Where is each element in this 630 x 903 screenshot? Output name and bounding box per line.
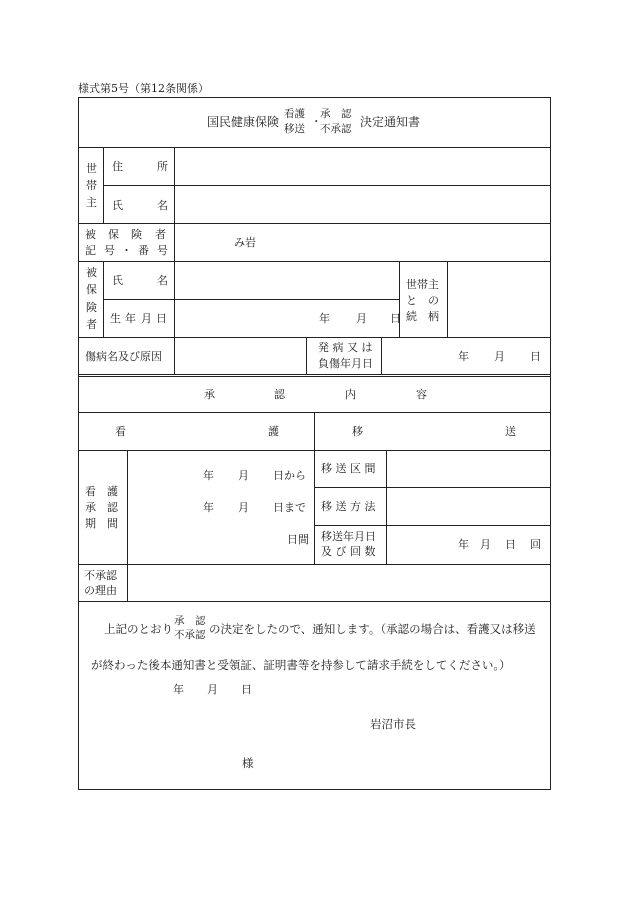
onset-label: 発 病 又 は <box>318 341 373 354</box>
form-text: 保 <box>108 228 119 241</box>
honorific: 様 <box>242 756 254 770</box>
form-text: 険 <box>86 301 97 314</box>
form-text: 内 <box>345 388 356 401</box>
form-text: 月 <box>207 683 218 696</box>
form-text: の理由 <box>84 584 117 597</box>
form-text: 月 <box>238 469 249 482</box>
form-text: 名 <box>157 199 168 212</box>
rule-line <box>386 450 387 564</box>
form-text: 送 <box>505 425 516 438</box>
form-text: 承 認 <box>174 615 206 627</box>
form-text: 年 <box>319 312 330 325</box>
form-text: 者 <box>155 228 166 241</box>
form-text: 国民健康保険 <box>207 115 280 129</box>
form-text: 承 認 <box>85 501 118 514</box>
disapproval-label: 不承認 <box>84 569 117 582</box>
form-text: 号 <box>157 244 168 257</box>
transport-method-label: 移 送 方 法 <box>321 500 376 513</box>
transport-section-label: 移 送 区 間 <box>321 462 376 475</box>
form-text: 承 認 <box>320 108 352 120</box>
form-text: 年 <box>203 469 214 482</box>
form-text: 年 <box>458 538 469 551</box>
form-text: 所 <box>157 160 168 173</box>
insurance-number-field[interactable]: み岩 <box>234 236 256 249</box>
insured-name-label: 氏 <box>112 274 123 287</box>
form-text: 看護 <box>284 108 305 120</box>
rule-line <box>174 337 175 375</box>
form-text: ・ <box>311 116 322 128</box>
form-text: 主 <box>86 196 97 209</box>
rule-line <box>314 412 315 564</box>
form-text: 世 <box>86 162 97 175</box>
rule-line <box>399 261 400 337</box>
form-text: 記 <box>85 244 96 257</box>
form-text: 月 <box>480 538 491 551</box>
rule-line <box>78 337 551 338</box>
rule-line <box>78 450 551 451</box>
form-text: 看 護 <box>85 485 118 498</box>
form-text: 年 <box>203 501 214 514</box>
rule-line <box>306 337 307 375</box>
form-text: 年 <box>458 350 469 363</box>
transport-date-label: 移送年月日 <box>321 530 376 543</box>
form-text: 険 <box>131 228 142 241</box>
form-text: 護 <box>268 425 279 438</box>
form-text: 認 <box>274 388 285 401</box>
form-text: 回 <box>530 538 541 551</box>
form-text: 不承認 <box>174 629 206 641</box>
form-text: が終わった後本通知書と受領証、証明書等を持参して請求手続をしてください。） <box>91 658 511 672</box>
form-text: 看 <box>115 425 126 438</box>
rule-line <box>78 261 551 262</box>
form-text: 号 <box>104 244 115 257</box>
care-period-days[interactable]: 日間 <box>287 533 309 546</box>
form-text: 容 <box>416 388 427 401</box>
form-text: 者 <box>86 318 97 331</box>
form-text: 日 <box>505 538 516 551</box>
form-text: 保 <box>86 283 97 296</box>
form-text: 日まで <box>273 501 306 514</box>
rule-line <box>127 564 128 601</box>
form-text: 移 <box>352 425 363 438</box>
form-text: 被 <box>85 228 96 241</box>
form-text: ・ <box>121 244 132 257</box>
issuer-name: 岩沼市長 <box>370 717 416 731</box>
form-text: 期 間 <box>85 517 118 530</box>
form-text: 年 <box>173 683 184 696</box>
rule-line <box>174 223 175 261</box>
rule-line <box>127 450 128 564</box>
illness-label: 傷病名及び原因 <box>85 350 162 363</box>
form-text: 日 <box>241 683 252 696</box>
name-label: 氏 <box>112 199 123 212</box>
form-text: 月 <box>356 312 367 325</box>
form-text: と の <box>406 294 439 307</box>
form-text: 決定通知書 <box>360 115 421 129</box>
form-text: 上記のとおり <box>104 622 173 636</box>
form-text: 名 <box>157 274 168 287</box>
rule-line <box>103 299 399 300</box>
form-reference: 様式第5号（第12条関係） <box>78 82 209 95</box>
form-text: 承 <box>204 388 215 401</box>
form-text: 月 <box>494 350 505 363</box>
form-text: 月 <box>238 501 249 514</box>
form-text: 日 <box>156 312 167 325</box>
form-text: 帯 <box>86 179 97 192</box>
rule-line <box>78 564 551 565</box>
form-text: 及 び 回 数 <box>321 545 376 558</box>
rule-line <box>314 525 551 526</box>
form-text: 世帯主 <box>406 278 439 291</box>
form-text: 日 <box>390 312 401 325</box>
rule-line <box>78 376 551 377</box>
form-text: の決定をしたので、通知します。（承認の場合は、看護又は移送 <box>209 622 536 636</box>
rule-line <box>447 261 448 337</box>
form-text: 生 <box>110 312 121 325</box>
form-text: 日から <box>273 469 306 482</box>
form-text: 年 <box>125 312 136 325</box>
rule-line <box>78 601 551 602</box>
rule-line <box>78 147 551 148</box>
form-text: 月 <box>141 312 152 325</box>
form-text: 不承認 <box>320 123 352 135</box>
address-label: 住 <box>112 160 123 173</box>
rule-line <box>78 374 551 375</box>
form-text: 番 <box>138 244 149 257</box>
form-text: 日 <box>530 350 541 363</box>
rule-line <box>78 223 551 224</box>
form-text: 負傷年月日 <box>318 357 373 370</box>
form-text: 移送 <box>284 123 305 135</box>
form-text: 続 柄 <box>406 310 439 323</box>
rule-line <box>103 185 551 186</box>
rule-line <box>314 487 551 488</box>
form-text: 被 <box>86 266 97 279</box>
rule-line <box>381 337 382 375</box>
